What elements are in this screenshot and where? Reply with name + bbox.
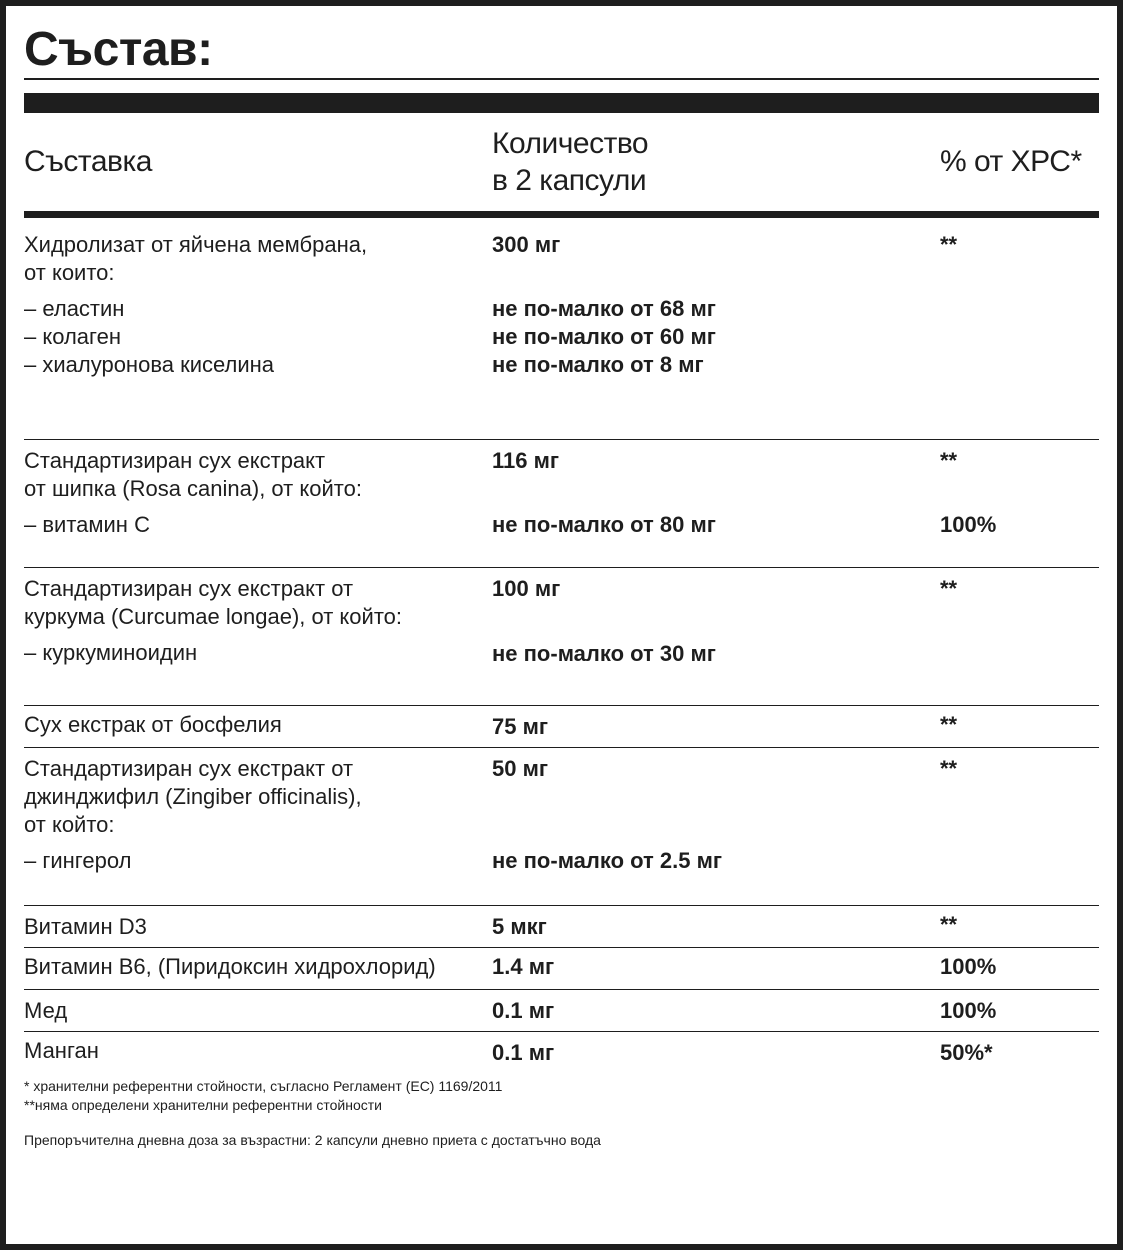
ingredient-amount: 0.1 мг <box>492 1040 555 1065</box>
ingredient-name: Манган <box>24 1038 99 1063</box>
ingredient-name: от който: <box>24 812 115 837</box>
ingredient-name: Витамин D3 <box>24 914 147 939</box>
ingredient-amount: 75 мг <box>492 714 549 739</box>
row-divider <box>24 905 1099 906</box>
ingredient-amount: 116 мг <box>492 448 560 473</box>
header-underline <box>24 211 1099 218</box>
footnote-no-rdi: **няма определени хранителни референтни стойности <box>24 1097 382 1113</box>
sub-ingredient-amount: не по-малко от 2.5 мг <box>492 848 723 873</box>
ingredient-amount: 0.1 мг <box>492 998 555 1023</box>
title-underline <box>24 78 1099 80</box>
ingredient-name: Сух екстрак от босфелия <box>24 712 282 737</box>
sub-ingredient-amount: не по-малко от 80 мг <box>492 512 716 537</box>
ingredient-name: Стандартизиран сух екстракт <box>24 448 326 473</box>
ingredient-rdi: 50%* <box>940 1040 993 1065</box>
ingredient-rdi: ** <box>940 232 958 257</box>
sub-ingredient-name: – гингерол <box>24 848 132 873</box>
sub-ingredient-amount: не по-малко от 68 мг <box>492 296 716 321</box>
footnote-rdi: * хранителни референтни стойности, съгласно Регламент (ЕС) 1169/2011 <box>24 1078 503 1094</box>
ingredient-name: от шипка (Rosa canina), от който: <box>24 476 362 501</box>
sub-ingredient-name: – витамин С <box>24 512 150 537</box>
sub-ingredient-name: – колаген <box>24 324 121 349</box>
ingredient-name: джинджифил (Zingiber officinalis), <box>24 784 362 809</box>
sub-ingredient-name: – куркуминоидин <box>24 640 198 665</box>
sub-ingredient-name: – еластин <box>24 296 125 321</box>
row-divider <box>24 747 1099 748</box>
sub-ingredient-amount: не по-малко от 60 мг <box>492 324 716 349</box>
ingredient-name: Мед <box>24 998 68 1023</box>
ingredient-rdi: ** <box>940 576 958 601</box>
sub-ingredient-amount: не по-малко от 30 мг <box>492 641 716 666</box>
ingredient-rdi: 100% <box>940 954 997 979</box>
ingredient-amount: 300 мг <box>492 232 561 257</box>
ingredient-rdi: 100% <box>940 998 997 1023</box>
column-header-amount-line1: Количество <box>492 127 649 160</box>
ingredient-name: куркума (Curcumae longae), от който: <box>24 604 403 629</box>
ingredient-name: Стандартизиран сух екстракт от <box>24 576 354 601</box>
ingredient-rdi: ** <box>940 756 958 781</box>
row-divider <box>24 947 1099 948</box>
ingredient-amount: 100 мг <box>492 576 561 601</box>
sub-ingredient-rdi: 100% <box>940 512 997 537</box>
row-divider <box>24 989 1099 990</box>
ingredient-amount: 5 мкг <box>492 914 547 939</box>
row-divider <box>24 705 1099 706</box>
page-title: Състав: <box>24 23 213 76</box>
ingredient-rdi: ** <box>940 448 958 473</box>
row-divider <box>24 567 1099 568</box>
column-header-ingredient: Съставка <box>24 145 152 178</box>
ingredient-name: Хидролизат от яйчена мембрана, <box>24 232 368 257</box>
column-header-rdi: % от ХРС* <box>940 145 1082 178</box>
ingredient-amount: 50 мг <box>492 756 549 781</box>
ingredient-amount: 1.4 мг <box>492 954 555 979</box>
ingredient-rdi: ** <box>940 912 958 937</box>
header-bar <box>24 93 1099 113</box>
ingredient-name: Витамин В6, (Пиридоксин хидрохлорид) <box>24 954 436 979</box>
row-divider <box>24 439 1099 440</box>
column-header-amount-line2: в 2 капсули <box>492 164 647 197</box>
sub-ingredient-amount: не по-малко от 8 мг <box>492 352 704 377</box>
ingredient-name: от които: <box>24 260 115 285</box>
ingredient-name: Стандартизиран сух екстракт от <box>24 756 354 781</box>
dosage-note: Препоръчителна дневна доза за възрастни: 2 капсули дневно приета с достатъчно вода <box>24 1132 601 1148</box>
sub-ingredient-name: – хиалуронова киселина <box>24 352 275 377</box>
ingredient-rdi: ** <box>940 712 958 737</box>
row-divider <box>24 1031 1099 1032</box>
